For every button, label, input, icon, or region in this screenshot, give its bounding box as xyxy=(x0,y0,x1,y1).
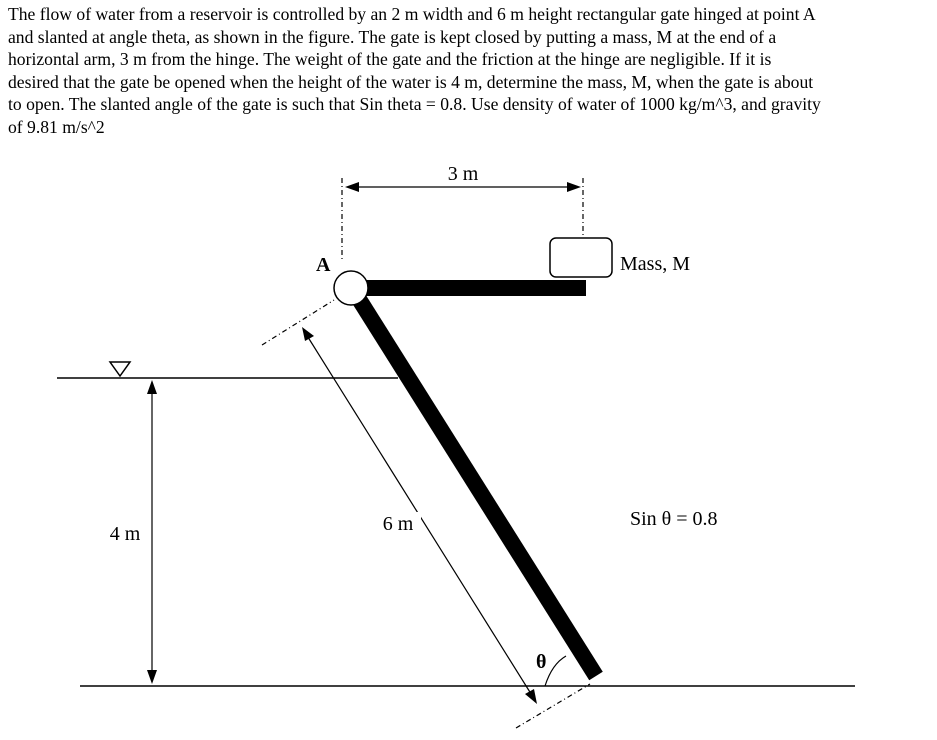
gate-bottom-dashed-extension xyxy=(516,684,590,728)
slanted-gate xyxy=(357,296,596,676)
arm-length-label: 3 m xyxy=(447,163,479,185)
gate-top-dashed-extension xyxy=(262,300,334,345)
angle-label: θ xyxy=(536,651,547,673)
angle-arc xyxy=(545,656,566,686)
water-height-arrow-top xyxy=(147,380,157,394)
problem-line-6: of 9.81 m/s^2 xyxy=(8,116,105,137)
hinge-circle xyxy=(334,271,368,305)
mass-box xyxy=(550,238,612,277)
arm-dimension-arrow-left xyxy=(345,182,359,192)
hinge-label: A xyxy=(316,254,331,276)
problem-line-2: and slanted at angle theta, as shown in the figure. The gate is kept closed by putting a mass, M at the end of a xyxy=(8,26,777,47)
inverted-triangle-icon xyxy=(110,362,130,376)
gate-dimension-arrow-bottom xyxy=(525,689,537,704)
water-height-label: 4 m xyxy=(109,523,141,545)
problem-line-3: horizontal arm, 3 m from the hinge. The weight of the gate and the friction at the hinge are negligible. If it is xyxy=(8,49,772,70)
problem-line-4: desired that the gate be opened when the height of the water is 4 m, determine the mass, M, when the gate is about xyxy=(8,71,814,92)
gate-length-label: 6 m xyxy=(382,513,414,535)
water-height-arrow-bottom xyxy=(147,670,157,684)
problem-line-1: The flow of water from a reservoir is controlled by an 2 m width and 6 m height rectangular gate hinged at point A xyxy=(8,4,816,24)
horizontal-arm xyxy=(362,280,586,296)
arm-dimension-arrow-right xyxy=(567,182,581,192)
problem-line-5: to open. The slanted angle of the gate is such that Sin theta = 0.8. Use density of water of 1000 kg/m^3, and gravity xyxy=(8,94,821,115)
sin-theta-label: Sin θ = 0.8 xyxy=(630,508,718,530)
mass-label: Mass, M xyxy=(620,253,691,275)
gate-dimension-arrow-top xyxy=(302,327,314,341)
